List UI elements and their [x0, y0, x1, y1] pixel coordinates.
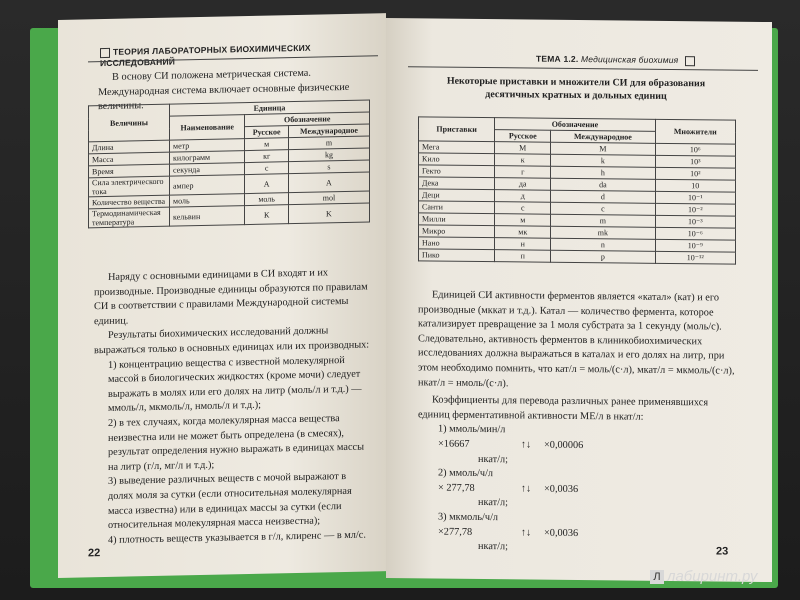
prefix-cell-multiplier: 10⁻⁶ [655, 227, 735, 240]
si-cell-quantity: Время [89, 164, 170, 178]
prefix-cell-prefix: Санти [419, 201, 495, 214]
left-header [100, 41, 386, 68]
conversion-list [418, 423, 740, 558]
prefix-cell-multiplier: 10² [655, 167, 735, 180]
prefix-cell-russian: д [495, 190, 551, 203]
prefix-cell-prefix: Деци [419, 189, 495, 202]
left-page [58, 13, 386, 578]
conversion-arrows-icon: ↑↓ [520, 483, 532, 495]
left-list-item-4: 4) плотность веществ указывается в г/л, клиренс — в мл/с. [108, 529, 366, 546]
prefix-cell-russian: с [495, 202, 551, 215]
prefix-cell-multiplier: 10⁻¹ [655, 191, 735, 204]
right-para-1: Единицей СИ активности ферментов является «катал» (кат) и его производные (мккат и т.д.). Катал — количество фермента, которое катализирует превращение за 1 моля субстрата за 1 секунду (моль/с). Следовательно, активность ферментов в клиникобиохимических исследованиях должна выражаться в каталах и его долях на литр, при этом необходимо помнить, что кат/л = моль/(с·л), мкат/л = мкмоль/(с·л), нкат/л = нмоль/(с·л). [418, 289, 735, 389]
prefix-table-row [419, 249, 736, 264]
prefix-cell-russian: М [495, 142, 551, 155]
prefix-cell-multiplier: 10⁶ [655, 143, 735, 156]
right-body [418, 288, 740, 557]
right-page-number: 23 [716, 545, 729, 558]
prefix-cell-russian: м [495, 214, 551, 227]
book-icon [100, 48, 110, 58]
book-icon [685, 56, 695, 66]
conversion-to: нкат/л; [478, 497, 509, 509]
left-header-title: ТЕОРИЯ ЛАБОРАТОРНЫХ БИОХИМИЧЕСКИХ ИССЛЕДОВАНИЙ [100, 42, 311, 68]
prefix-cell-international: n [551, 238, 655, 251]
prefix-cell-prefix: Нано [419, 237, 495, 250]
conversion-to: нкат/л; [478, 541, 509, 553]
th-designation: Обозначение [495, 118, 655, 132]
prefix-cell-multiplier: 10⁻³ [655, 215, 735, 228]
th-name: Наименование [170, 115, 245, 141]
si-cell-name: кельвин [170, 206, 245, 227]
prefix-cell-russian: г [495, 166, 551, 179]
left-list-item-1: 1) концентрацию вещества с известной молекулярной массой в биологических жидкостях (кроме мочи) следует выражать в молях или его долях на литр (моль/л и т.д.) — ммоль/л, мкмоль/л, нмоль/л и т.д.); [108, 354, 362, 415]
conversion-arrows-icon: ↑↓ [520, 526, 532, 539]
left-list-item-3: 3) выведение различных веществ с мочой выражают в долях моля за сутки (если относительная молекулярная масса известна) или в единицах массы за сутки (если относительная молекулярная масса неизвестна); [108, 471, 352, 532]
conversion-factor-mul: ×16667 [438, 438, 470, 450]
th-unit: Единица [170, 100, 370, 116]
right-header-topic: ТЕМА 1.2. [536, 53, 579, 65]
prefix-cell-international: k [551, 154, 655, 167]
prefix-cell-russian: н [495, 238, 551, 251]
si-cell-international: A [288, 172, 369, 193]
si-cell-international: K [288, 203, 369, 224]
prefix-cell-russian: п [495, 250, 551, 263]
prefix-cell-prefix: Микро [419, 225, 495, 238]
si-cell-quantity: Масса [89, 152, 170, 166]
conversion-factor-div: ×0,0036 [544, 483, 579, 495]
si-cell-russian: А [245, 174, 288, 194]
si-cell-quantity: Термодинамическая температура [89, 207, 170, 228]
prefix-cell-international: h [551, 166, 655, 179]
si-cell-international: kg [288, 148, 369, 162]
conversion-from: 1) ммоль/мин/л [438, 423, 506, 436]
conversion-factor-div: ×0,00006 [544, 439, 584, 452]
si-cell-name: ампер [170, 175, 245, 196]
right-header-title: Медицинская биохимия [580, 54, 679, 66]
conversion-factor-mul: × 277,78 [438, 482, 475, 494]
prefix-cell-prefix: Милли [419, 213, 495, 226]
th-international: Международное [551, 130, 655, 143]
th-prefix: Приставки [419, 117, 495, 142]
right-page [386, 18, 772, 582]
th-multiplier: Множители [655, 119, 735, 144]
prefix-cell-russian: к [495, 154, 551, 167]
prefix-cell-prefix: Гекто [419, 165, 495, 178]
th-designation: Обозначение [245, 112, 370, 127]
th-russian: Русское [495, 130, 551, 143]
si-cell-quantity: Количество вещества [89, 195, 170, 209]
prefix-cell-international: p [551, 250, 655, 263]
left-page-number: 22 [88, 547, 101, 560]
th-international: Международное [288, 124, 369, 138]
prefix-cell-international: M [551, 142, 655, 155]
th-quantity: Величины [89, 104, 170, 142]
si-cell-quantity: Длина [89, 140, 170, 154]
prefix-cell-prefix: Кило [419, 153, 495, 166]
prefix-cell-russian: да [495, 178, 551, 191]
si-cell-international: s [288, 160, 369, 174]
prefix-cell-multiplier: 10⁻¹² [655, 251, 735, 264]
conversion-factor-mul: ×277,78 [438, 526, 473, 538]
right-para-2: Коэффициенты для перевода различных ранее применявшихся единиц ферментативной активности МЕ/л в нкат/л: [418, 394, 709, 423]
si-cell-international: m [288, 136, 369, 150]
conversion-from: 3) мкмоль/ч/л [438, 511, 499, 524]
prefix-cell-international: mk [551, 226, 655, 239]
si-cell-russian: К [245, 205, 288, 225]
si-units-table [88, 99, 370, 228]
prefix-cell-multiplier: 10⁻² [655, 203, 735, 216]
watermark [650, 568, 757, 585]
th-russian: Русское [245, 126, 288, 139]
si-cell-russian: моль [245, 193, 288, 206]
si-cell-name: килограмм [170, 151, 245, 165]
watermark-text: лабиринт.ру [667, 568, 758, 585]
right-header-rule [408, 66, 758, 71]
left-body [94, 265, 374, 548]
right-header [536, 54, 698, 66]
left-para-1: Наряду с основными единицами в СИ входят и их производные. Производные единицы образуются по правилам СИ в соответствии с правилами Международной системы единиц. [94, 267, 368, 328]
si-cell-quantity: Сила электрического тока [89, 176, 170, 197]
conversion-factor-div: ×0,0036 [544, 527, 579, 539]
prefix-cell-prefix: Мега [419, 141, 495, 154]
prefix-table-title: Некоторые приставки и множители СИ для образования десятичных кратных и дольных единиц [446, 75, 706, 102]
prefix-cell-russian: мк [495, 226, 551, 239]
left-list-item-2: 2) в тех случаях, когда молекулярная масса вещества неизвестна или не может быть определена (в смесях), результат определения нужно выражать в единицах массы на литр (г/л, мг/л и т.д.); [108, 413, 365, 473]
left-para-2: Результаты биохимических исследований должны выражаться только в основных единицах или их производных: [94, 325, 370, 357]
left-intro: В основу СИ положена метрическая система. Международная система включает основные физические величины. [98, 67, 350, 113]
prefix-cell-multiplier: 10⁻⁹ [655, 239, 735, 252]
si-cell-name: секунда [170, 163, 245, 177]
si-cell-name: моль [170, 194, 245, 208]
prefix-cell-prefix: Дека [419, 177, 495, 190]
prefix-cell-international: m [551, 214, 655, 227]
conversion-arrows-icon: ↑↓ [520, 439, 532, 451]
si-cell-russian: с [245, 162, 288, 175]
prefix-cell-multiplier: 10 [655, 179, 735, 192]
prefix-cell-multiplier: 10³ [655, 155, 735, 168]
watermark-logo-icon: Л [650, 570, 664, 584]
si-cell-russian: м [245, 138, 288, 151]
conversion-to: нкат/л; [478, 453, 509, 465]
prefix-cell-international: d [551, 190, 655, 203]
si-prefix-table [418, 116, 736, 264]
prefix-cell-international: c [551, 202, 655, 215]
si-cell-international: mol [288, 191, 369, 205]
conversion-from: 2) ммоль/ч/л [438, 467, 494, 480]
si-cell-name: метр [170, 139, 245, 153]
prefix-cell-international: da [551, 178, 655, 191]
si-cell-russian: кг [245, 150, 288, 163]
prefix-cell-prefix: Пико [419, 249, 495, 262]
